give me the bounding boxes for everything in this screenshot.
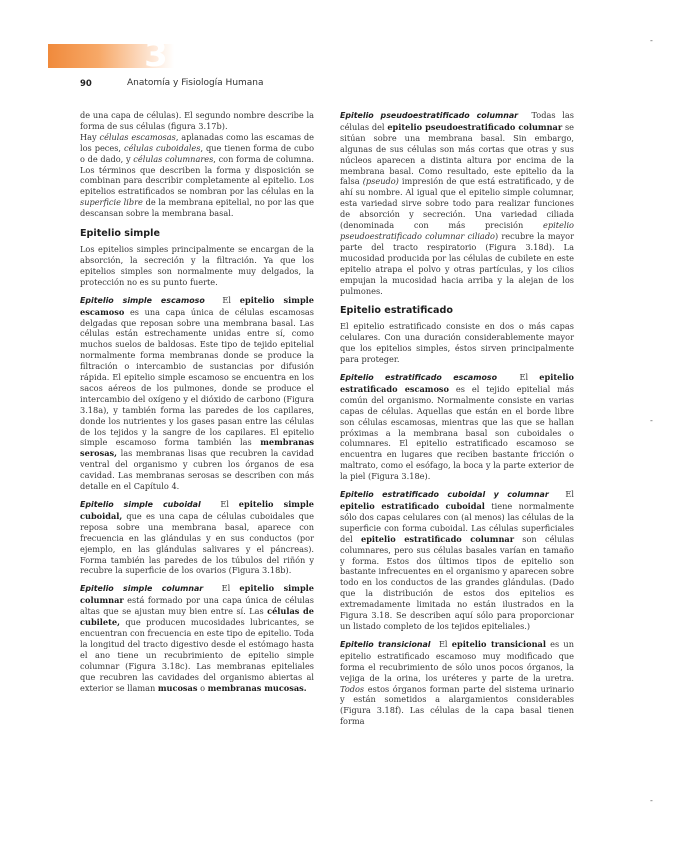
- subsection-lead: Epitelio estratificado cuboidal y columnar: [340, 490, 549, 500]
- subsection-lead: Epitelio pseudoestratificado columnar: [340, 111, 519, 120]
- paragraph: Epitelio simple escamoso El epitelio simple escamoso es una capa única de células escamosas delgadas que reposan sobre una membrana basal. Las células están estrechamente unidas entre sí, como muchos suelos de baldosas. Este tipo de tejido epitelial normalmente forma membranas donde se produce la filtración o intercambio de sustancias por difusión rápida. El epitelio simple escamoso se encuentra en los sacos aéreos de los pulmones, donde se produce el intercambio del oxígeno y el dióxido de carbono (Figura 3.18a), y también forma las paredes de los capilares, donde los nutrientes y los gases pasan entre las células de los tejidos y la sangre de los capilares. El epitelio simple escamoso forma también las membranas serosas, las membranas lisas que recubren la cavidad ventral del organismo y cubren los órganos de esa cavidad. Las membranas serosas se describen con más detalle en el Capítulo 4.: [80, 294, 314, 492]
- paragraph: de una capa de células). El segundo nombre describe la forma de sus células (figura 3.17b).: [80, 110, 314, 131]
- left-column: [80, 110, 314, 693]
- running-title: Anatomía y Fisiología Humana: [127, 78, 264, 88]
- section-heading: Epitelio simple: [80, 228, 160, 240]
- paragraph: Epitelio estratificado escamoso El epitelio estratificado escamoso es el tejido epitelial más común del organismo. Normalmente consiste en varias capas de células. Aquellas que están en el borde libre son células escamosas, mientras que las que se hallan próximas a la membrana basal son cuboidales o columnares. El epitelio estratificado escamoso se encuentra en lugares que reciben bastante fricción o maltrato, como el esófago, la boca y la parte exterior de la piel (Figura 3.18e).: [340, 372, 574, 482]
- subsection-lead: Epitelio transicional: [340, 639, 431, 649]
- paragraph: Epitelio pseudoestratificado columnar Todas las células del epitelio pseudoestratificado columnar se sitúan sobre una membrana basal. Sin embargo, algunas de sus células son más cortas que otras y sus núcleos aparecen a distinta altura por encima de la membrana basal. Como resultado, este epitelio da la falsa (pseudo) impresión de que está estratificado, y de ahí su nombre. Al igual que el epitelio simple columnar, esta variedad sirve sobre todo para realizar funciones de absorción y secreción. Una variedad ciliada (denominada con más precisión epitelio pseudoestratificado columnar ciliado) recubre la mayor parte del tracto respiratorio (Figura 3.18d). La mucosidad producida por las células de cubilete en este epitelio atrapa el polvo y otras partículas, y los cilios empujan la mucosidad hacia arriba y la alejan de los pulmones.: [340, 110, 575, 296]
- chapter-number: 3: [144, 35, 168, 75]
- paragraph: Epitelio transicional El epitelio transicional es un epitelio estratificado escamoso muy modificado que forma el recubrimiento de sólo unos pocos órganos, la vejiga de la orina, los uréteres y parte de la uretra. Todos estos órganos forman parte del sistema urinario y están sometidos a alargamientos considerables (Figura 3.18f). Las células de la capa basal tienen forma: [340, 638, 574, 727]
- page-number: 90: [80, 79, 92, 89]
- paragraph: Epitelio estratificado cuboidal y columnar El epitelio estratificado cuboidal tiene normalmente sólo dos capas celulares con (al menos) las células de la superficie con forma cuboidal. Las células superficiales del epitelio estratificado columnar son células columnares, pero sus células basales varían en tamaño y forma. Estos dos últimos tipos de epitelio son bastante infrecuentes en el organismo y aparecen sobre todo en los conductos de las grandes glándulas. (Dado que la distribución de estos dos epitelios es extremadamente limitada no están ilustrados en la Figura 3.18. Se describen aquí sólo para proporcionar un listado completo de los tejidos epiteliales.): [340, 489, 575, 631]
- paragraph: El epitelio estratificado consiste en dos o más capas celulares. Con una duración considerablemente mayor que los epitelios simples, éstos sirven principalmente para proteger.: [340, 321, 574, 365]
- subsection-lead: Epitelio simple columnar: [80, 584, 204, 594]
- margin-mark: -: [650, 796, 653, 805]
- subsection-lead: Epitelio simple escamoso: [80, 295, 205, 305]
- paragraph: Los epitelios simples principalmente se encargan de la absorción, la secreción y la filtración. Ya que los epitelios simples son normalmente muy delgados, la protección no es su punto fuerte.: [80, 244, 314, 287]
- paragraph: Hay células escamosas, aplanadas como las escamas de los peces, células cuboidales, que tienen forma de cubo o de dado, y células columnares, con forma de columna. Los términos que describen la forma y disposición se combinan para describir completamente al epitelio. Los epitelios estratificados se nombran por las células en la superficie libre de la membrana epitelial, no por las que descansan sobre la membrana basal.: [80, 131, 315, 219]
- paragraph: Epitelio simple columnar El epitelio simple columnar está formado por una capa única de células altas que se ajustan muy bien entre sí. Las células de cubilete, que producen mucosidades lubricantes, se encuentran con frecuencia en este tipo de epitelio. Toda la longitud del tracto digestivo desde el estómago hasta el ano tiene un recubrimiento de epitelio simple columnar (Figura 3.18c). Las membranas epiteliales que recubren las cavidades del organismo abiertas al exterior se llaman mucosas o membranas mucosas.: [80, 583, 314, 693]
- margin-mark: -: [650, 36, 653, 45]
- subsection-lead: Epitelio simple cuboidal: [80, 500, 201, 509]
- section-heading: Epitelio estratificado: [340, 305, 453, 317]
- paragraph: Epitelio simple cuboidal El epitelio simple cuboidal, que es una capa de células cuboidales que reposa sobre una membrana basal, aparece con frecuencia en las glándulas y en sus conductos (por ejemplo, en las glándulas salivares y el páncreas). Forma también las paredes de los túbulos del riñón y recubre la superficie de los ovarios (Figura 3.18b).: [80, 499, 315, 576]
- subsection-lead: Epitelio estratificado escamoso: [340, 373, 498, 383]
- right-column: [340, 110, 574, 727]
- margin-mark: -: [650, 416, 653, 425]
